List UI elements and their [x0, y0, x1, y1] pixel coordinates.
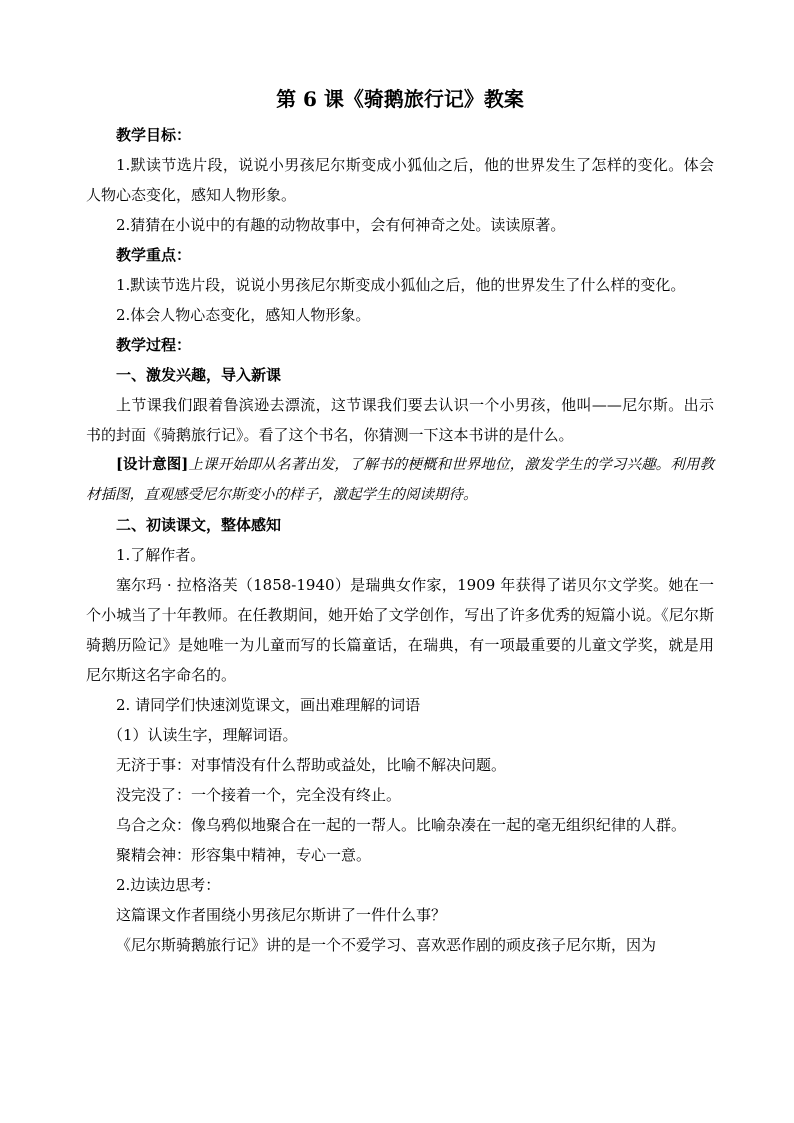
sub-item-1: （1）认读生字，理解词语。: [108, 726, 298, 744]
process-heading: 教学过程：: [116, 336, 192, 354]
question: 这篇课文作者围绕小男孩尼尔斯讲了一件什么事？: [116, 906, 447, 924]
item-2: 2. 请同学们快速浏览课文，画出难理解的词语: [116, 696, 421, 714]
section-2-heading: 二、初读课文，整体感知: [116, 516, 282, 534]
goal-1: 1.默读节选片段，说说小男孩尼尔斯变成小狐仙之后，他的世界发生了怎样的变化。体会人物心态变化，感知人物形象。: [86, 156, 714, 204]
goal-2: 2.猜猜在小说中的有趣的动物故事中，会有何神奇之处。读读原著。: [116, 216, 566, 234]
author-text: 塞尔玛 · 拉格洛芙（1858-1940）是瑞典女作家，1909 年获得了诺贝尔文学奖。她在一个小城当了十年教师。在任教期间，她开始了文学创作，写出了许多优秀的短篇小说。《尼尔斯骑鹅历险记》是她唯一为儿童而写的长篇童话，在瑞典，有一项最重要的儿童文学奖，就是用尼尔斯这名字命名的。: [86, 576, 714, 684]
key-1: 1.默读节选片段，说说小男孩尼尔斯变成小狐仙之后，他的世界发生了什么样的变化。: [116, 276, 686, 294]
section-1-text: 上节课我们跟着鲁滨逊去漂流，这节课我们要去认识一个小男孩，他叫——尼尔斯。出示书的封面《骑鹅旅行记》。看了这个书名，你猜测一下这本书讲的是什么。: [86, 396, 714, 444]
key-2: 2.体会人物心态变化，感知人物形象。: [116, 306, 371, 324]
item-1: 1.了解作者。: [116, 546, 206, 564]
document-body: [86, 82, 714, 960]
section-1-heading: 一、激发兴趣，导入新课: [116, 366, 282, 384]
word-1: 无济于事：对事情没有什么帮助或益处，比喻不解决问题。: [116, 756, 507, 774]
item-3: 2.边读边思考：: [116, 876, 221, 894]
word-4: 聚精会神：形容集中精神，专心一意。: [116, 846, 372, 864]
word-2: 没完没了：一个接着一个，完全没有终止。: [116, 786, 402, 804]
design-intent: [86, 450, 714, 510]
design-intent-text: 上课开始即从名著出发，了解书的梗概和世界地位，激发学生的学习兴趣。利用教材插图，直观感受尼尔斯变小的样子，激起学生的阅读期待。: [86, 457, 714, 503]
word-3: 乌合之众：像乌鸦似地聚合在一起的一帮人。比喻杂凑在一起的毫无组织纪律的人群。: [116, 816, 687, 834]
document-title: 第 6 课《骑鹅旅行记》教案: [276, 87, 524, 111]
answer: 《尼尔斯骑鹅旅行记》讲的是一个不爱学习、喜欢恶作剧的顽皮孩子尼尔斯，因为: [116, 936, 657, 954]
goals-heading: 教学目标：: [116, 126, 192, 144]
design-intent-tag: [设计意图]: [116, 456, 189, 473]
key-heading: 教学重点：: [116, 246, 192, 264]
